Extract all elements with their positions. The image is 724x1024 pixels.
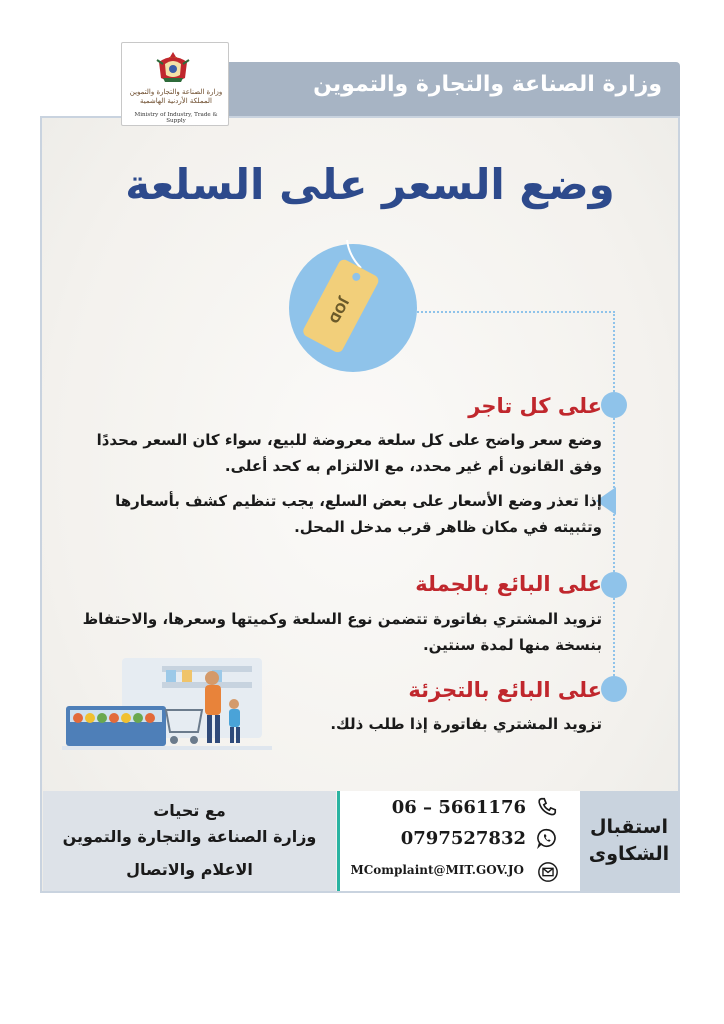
section-paragraph: تزويد المشتري بفاتورة تتضمن نوع السلعة وكميتها وسعرها، والاحتفاظ بنسخة منها لمدة سنتين. [82, 610, 602, 654]
section-title-wholesaler: على البائع بالجملة [415, 572, 602, 596]
footer-department: الاعلام والاتصال [126, 860, 253, 879]
section-paragraph: إذا تعذر وضع الأسعار على بعض السلع، يجب تنظيم كشف بأسعارها وتثبيته في مكان ظاهر قرب مدخل المحل. [115, 492, 602, 536]
email-address[interactable]: MComplaint@MIT.GOV.JO [350, 863, 524, 877]
whatsapp-icon [536, 827, 558, 849]
section-paragraph: وضع سعر واضح على كل سلعة معروضة للبيع، سواء كان السعر محددًا وفق القانون أم غير محدد، مع الالتزام به كحد أعلى. [96, 431, 602, 475]
page-title: وضع السعر على السلعة [125, 160, 615, 209]
jordan-emblem-icon [153, 48, 193, 84]
shopping-illustration [62, 648, 272, 756]
logo-text-arabic: وزارة الصناعة والتجارة والتموين المملكة الأردنية الهاشمية [129, 88, 223, 105]
phone-icon [536, 796, 558, 818]
timeline-connector [417, 311, 615, 313]
footer-ministry: وزارة الصناعة والتجارة والتموين [62, 827, 317, 846]
section-title-retailer: على البائع بالتجزئة [408, 678, 602, 702]
logo-text-english: Ministry of Industry, Trade & Supply [134, 112, 218, 124]
price-tag-label: JOD [325, 294, 351, 326]
section-paragraph: تزويد المشتري بفاتورة إذا طلب ذلك. [330, 715, 602, 733]
price-tag-icon [289, 230, 429, 380]
complaints-line-1: استقبال [589, 816, 668, 838]
timeline-dot [601, 676, 627, 702]
footer-greeting: مع تحيات [153, 801, 226, 820]
timeline-dot [601, 572, 627, 598]
email-icon [537, 861, 559, 883]
phone-number[interactable]: 06 – 5661176 [391, 797, 526, 818]
whatsapp-number[interactable]: 0797527832 [400, 828, 526, 849]
complaints-heading [584, 814, 674, 868]
timeline-dot [601, 392, 627, 418]
complaints-line-2: الشكاوى [588, 843, 670, 865]
ministry-name: وزارة الصناعة والتجارة والتموين [313, 72, 662, 97]
section-title-every-merchant: على كل تاجر [468, 394, 602, 418]
